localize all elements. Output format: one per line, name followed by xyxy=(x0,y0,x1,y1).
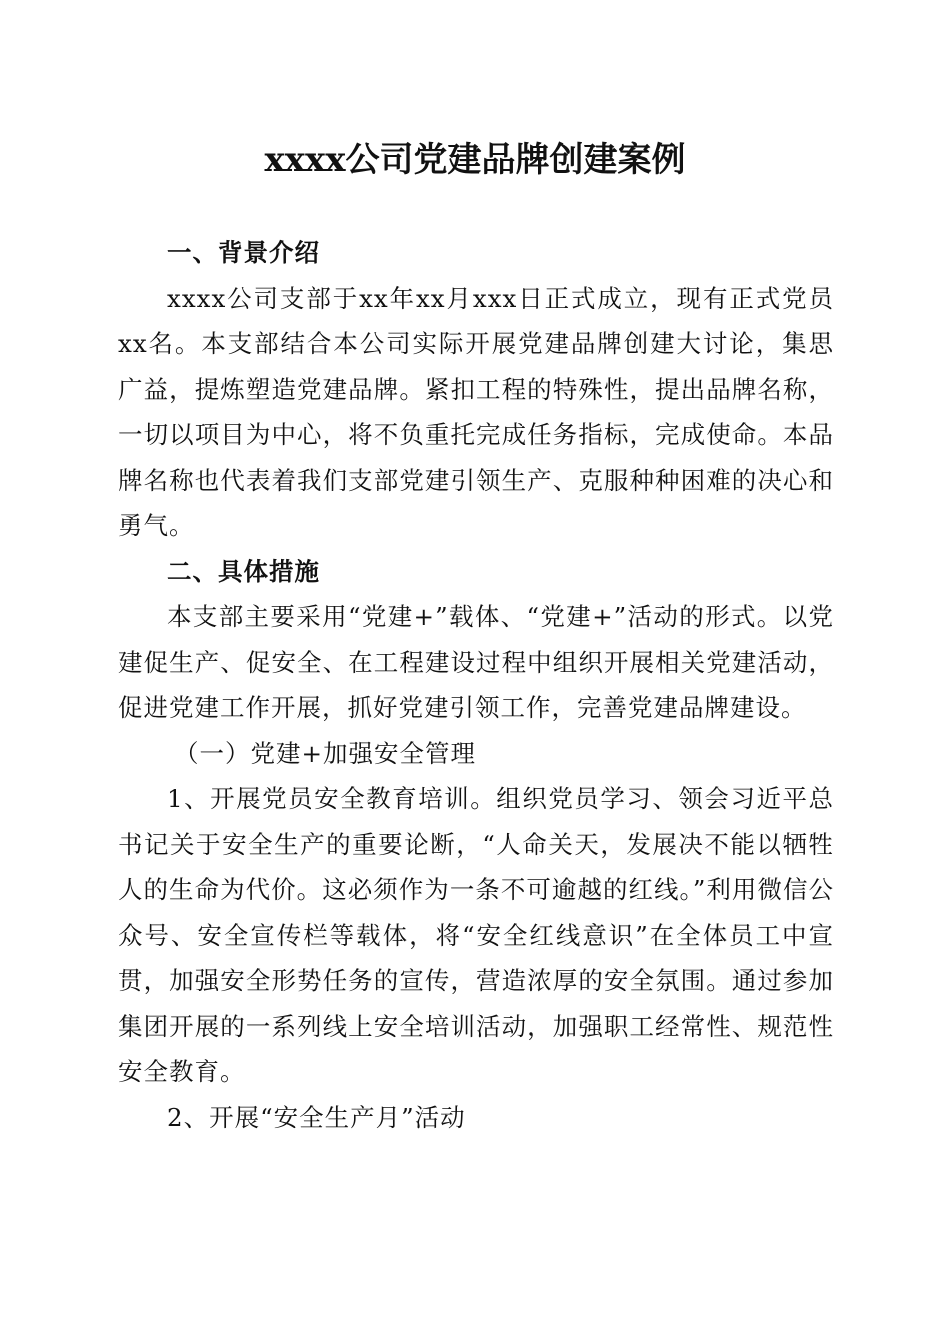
document-title: xxxx公司党建品牌创建案例 xyxy=(264,140,686,180)
section-heading-measures: 二、具体措施 xyxy=(167,556,320,586)
background-paragraph: xxxx公司支部于xx年xx月xxx日正式成立，现有正式党员xx名。本支部结合本公司实际开展党建品牌创建大讨论，集思广益，提炼塑造党建品牌。紧扣工程的特殊性，提出品牌名称，一切以项目为中心，将不负重托完成任务指标，完成使命。本品牌名称也代表着我们支部党建引领生产、克服种种困难的决心和勇气。 xyxy=(118,283,834,540)
safety-paragraph-2: 2、开展“安全生产月”活动 xyxy=(167,1102,466,1132)
safety-paragraph-1: 1、开展党员安全教育培训。组织党员学习、领会习近平总书记关于安全生产的重要论断，“人命关天，发展决不能以牺牲人的生命为代价。这必须作为一条不可逾越的红线。”利用微信公众号、安全宣传栏等载体，将“安全红线意识”在全体员工中宣贯，加强安全形势任务的宣传，营造浓厚的安全氛围。通过参加集团开展的一系列线上安全培训活动，加强职工经常性、规范性安全教育。 xyxy=(118,784,834,1086)
section-heading-background: 一、背景介绍 xyxy=(167,238,320,267)
document-body xyxy=(118,230,834,1140)
subsection-heading-safety: （一）党建+加强安全管理 xyxy=(174,738,477,768)
measures-paragraph: 本支部主要采用“党建+”载体、“党建+”活动的形式。以党建促生产、促安全、在工程建设过程中组织开展相关党建活动，促进党建工作开展，抓好党建引领工作，完善党建品牌建设。 xyxy=(118,602,834,722)
